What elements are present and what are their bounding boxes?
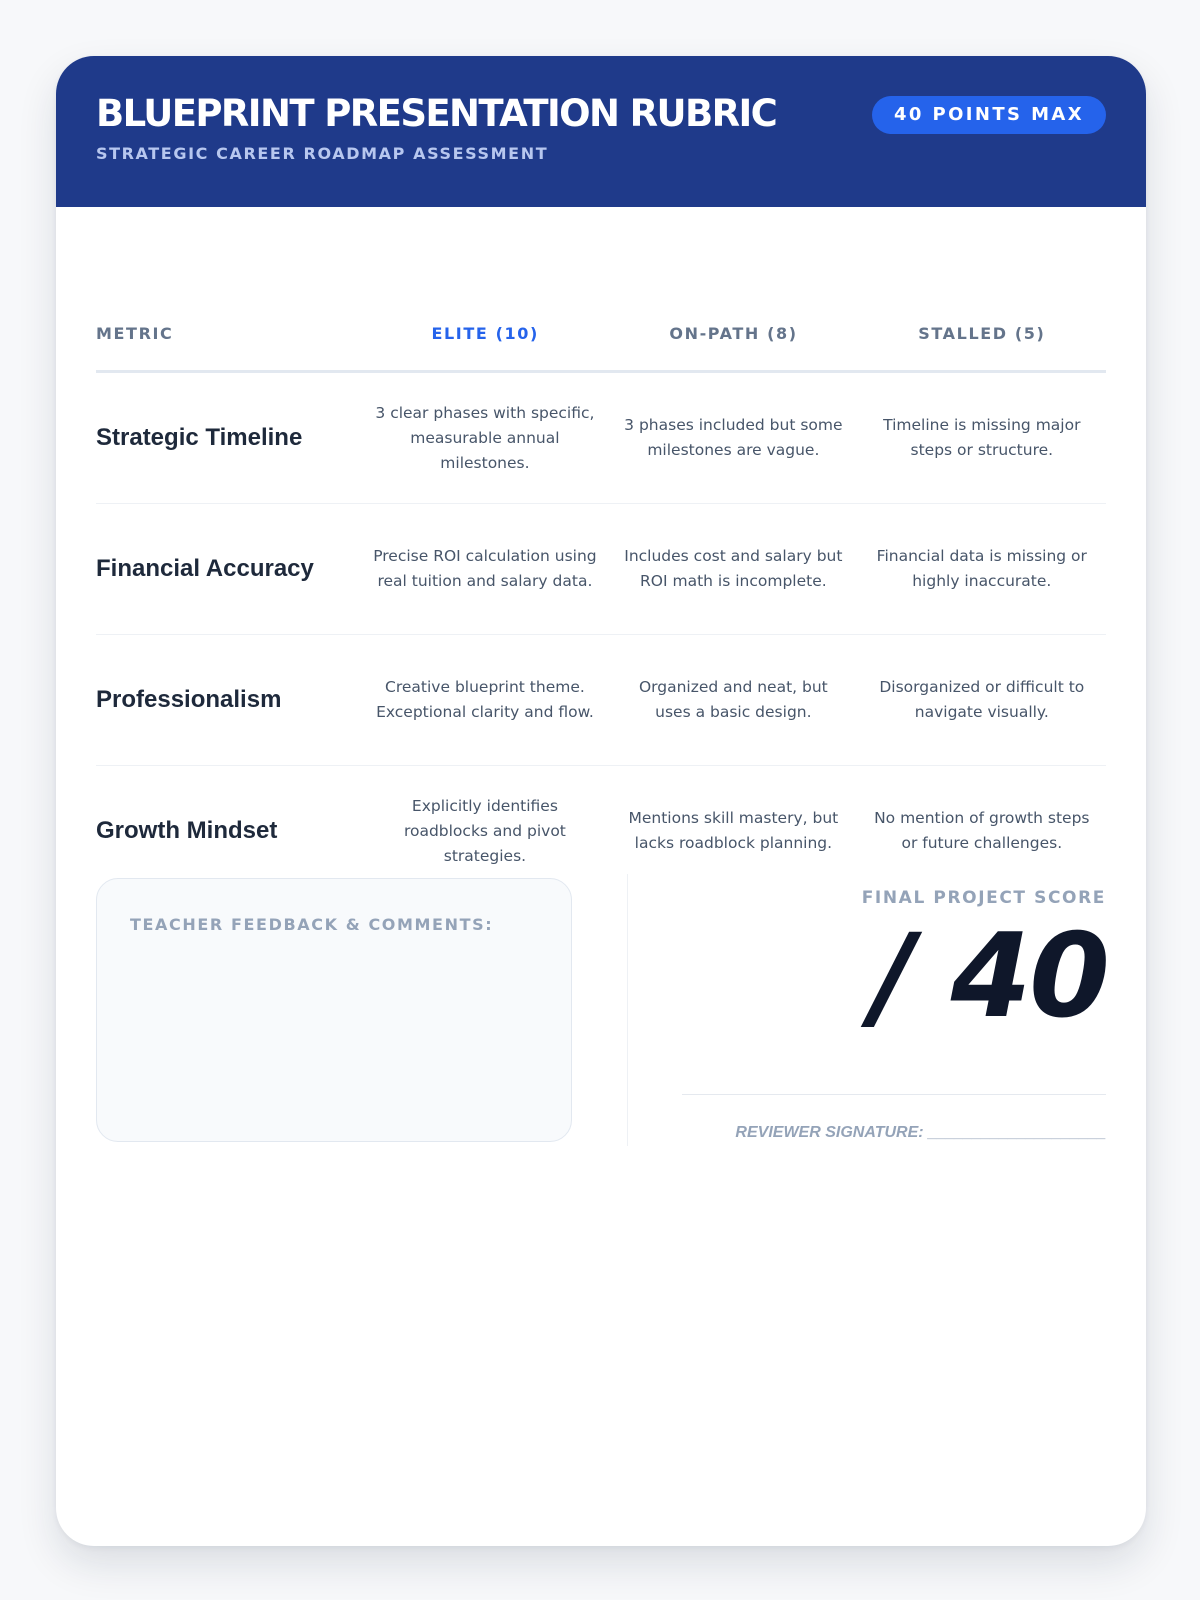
rubric-card <box>56 56 1146 1546</box>
elite-description: Explicitly identifies roadblocks and pivot strategies. <box>403 796 566 865</box>
final-score-value: / 40 <box>871 909 1108 1044</box>
stalled-description: Timeline is missing major steps or structure. <box>883 416 1081 459</box>
stalled-description: No mention of growth steps or future challenges. <box>874 809 1090 852</box>
column-header-metric: METRIC <box>96 324 174 343</box>
section-divider <box>627 874 628 1146</box>
table-row <box>96 373 1106 504</box>
rubric-table <box>96 296 1106 896</box>
rubric-header-row <box>96 296 1106 373</box>
elite-description: Precise ROI calculation using real tuition and salary data. <box>373 547 597 590</box>
feedback-label: TEACHER FEEDBACK & COMMENTS: <box>130 915 494 934</box>
stalled-description: Financial data is missing or highly inaccurate. <box>876 547 1087 590</box>
on-path-description: 3 phases included but some milestones are vague. <box>624 416 843 459</box>
page-subtitle: STRATEGIC CAREER ROADMAP ASSESSMENT <box>96 144 549 163</box>
header-banner <box>56 56 1146 207</box>
reviewer-signature-line: REVIEWER SIGNATURE: ____________________ <box>735 1124 1106 1141</box>
metric-name: Financial Accuracy <box>96 555 314 582</box>
metric-name: Growth Mindset <box>96 817 278 844</box>
stalled-description: Disorganized or difficult to navigate visually. <box>879 678 1085 721</box>
column-header-stalled: STALLED (5) <box>918 324 1046 343</box>
score-divider <box>682 1094 1106 1095</box>
elite-description: 3 clear phases with specific, measurable annual milestones. <box>375 403 595 472</box>
table-row <box>96 766 1106 896</box>
table-row <box>96 504 1106 635</box>
on-path-description: Mentions skill mastery, but lacks roadblock planning. <box>628 809 839 852</box>
teacher-feedback-box[interactable] <box>96 878 572 1142</box>
page-title: BLUEPRINT PRESENTATION RUBRIC <box>96 92 777 135</box>
metric-name: Professionalism <box>96 686 282 713</box>
on-path-description: Organized and neat, but uses a basic design. <box>638 678 828 721</box>
column-header-elite: ELITE (10) <box>431 324 539 343</box>
column-header-on-path: ON-PATH (8) <box>669 324 798 343</box>
on-path-description: Includes cost and salary but ROI math is incomplete. <box>624 547 843 590</box>
points-badge: 40 POINTS MAX <box>872 96 1106 134</box>
final-score-label: FINAL PROJECT SCORE <box>861 888 1106 908</box>
metric-name: Strategic Timeline <box>96 424 303 451</box>
elite-description: Creative blueprint theme. Exceptional clarity and flow. <box>376 678 594 721</box>
table-row <box>96 635 1106 766</box>
